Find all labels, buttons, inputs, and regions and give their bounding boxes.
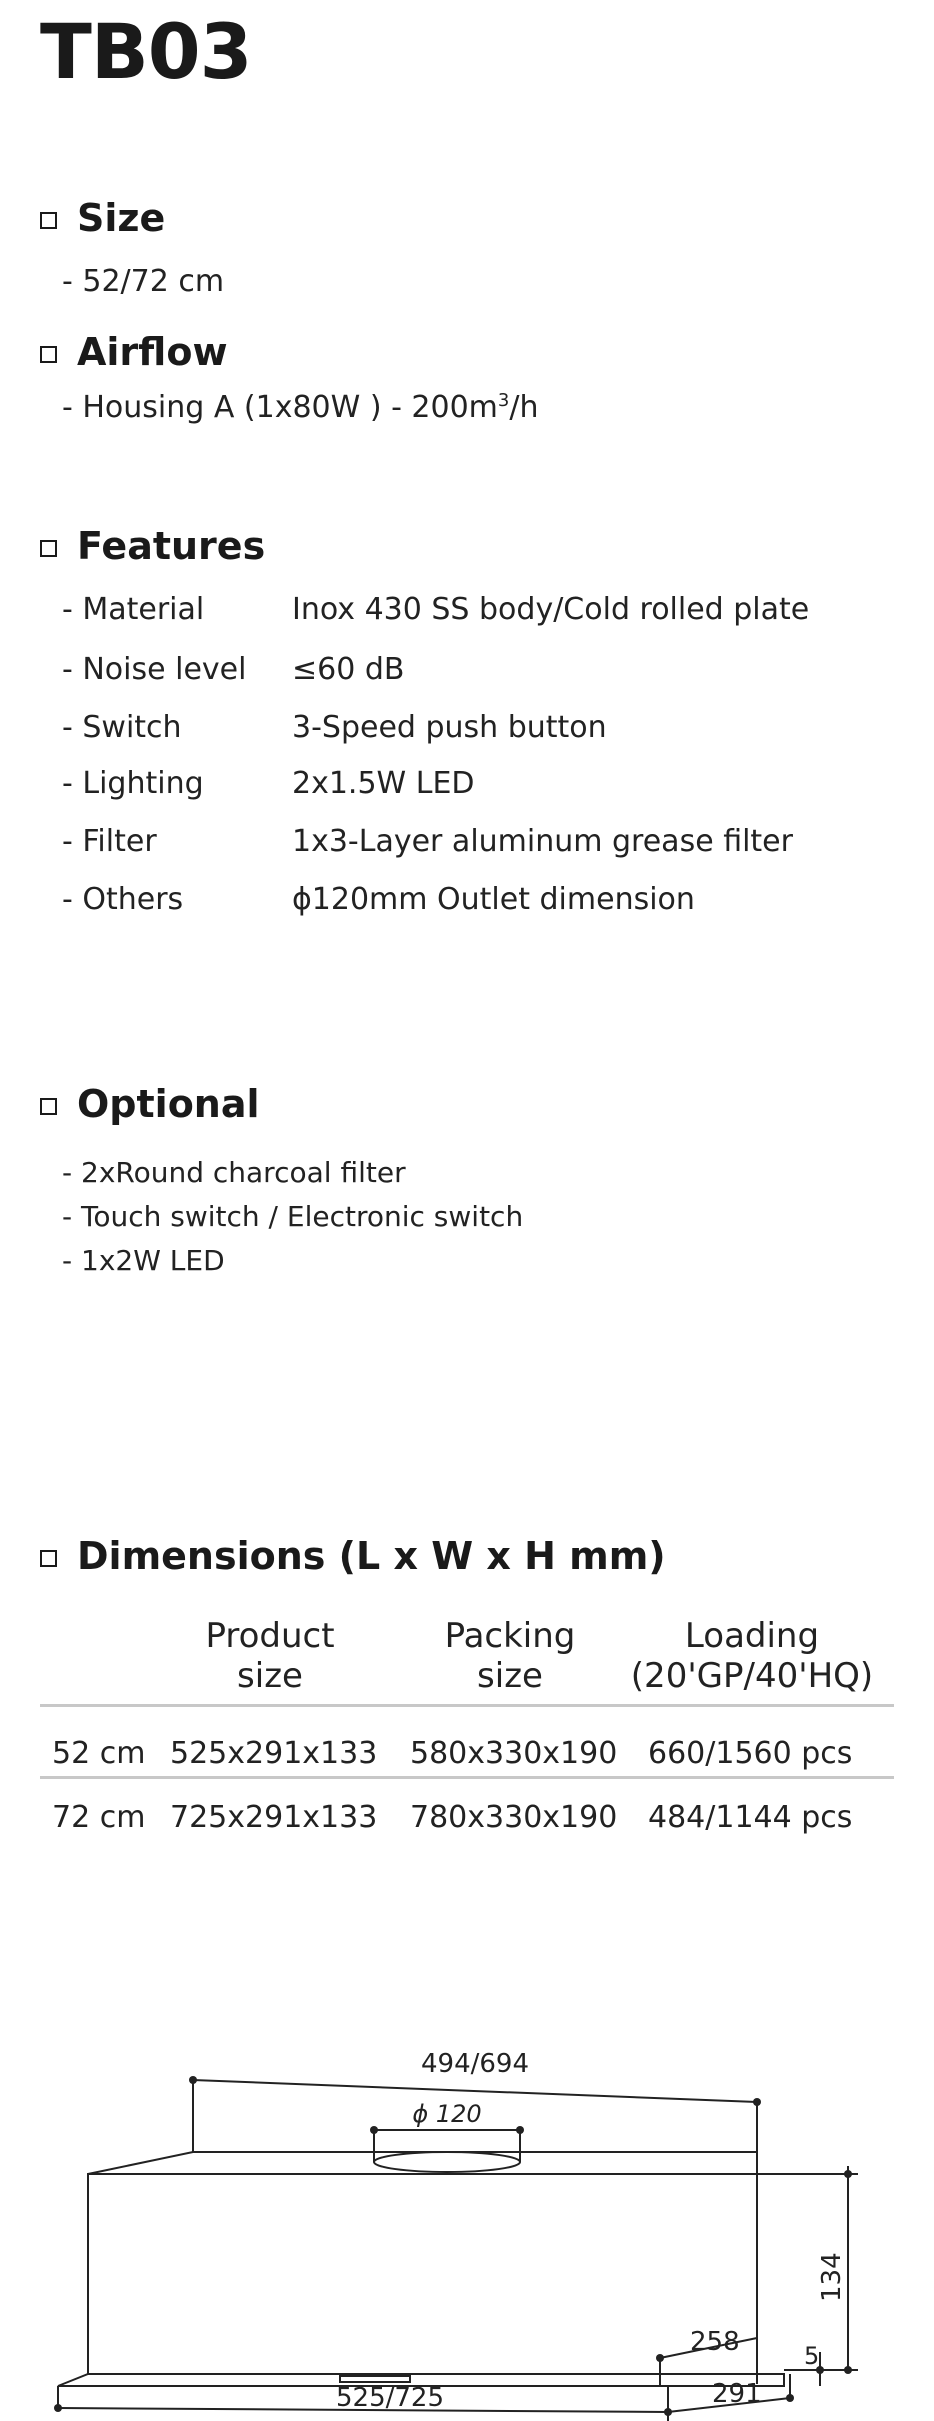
column-header-line: Loading	[684, 1616, 820, 1656]
dimension-dot	[844, 2170, 852, 2178]
table-cell-packing: 780x330x190	[410, 1800, 618, 1835]
dimension-dot	[786, 2394, 794, 2402]
table-cell-product: 725x291x133	[170, 1800, 378, 1835]
checkbox-icon	[40, 212, 57, 229]
section-heading: Airflow	[77, 330, 228, 374]
dimension-dot	[54, 2404, 62, 2412]
optional-item: - Touch switch / Electronic switch	[62, 1200, 524, 1233]
section-heading: Size	[77, 196, 166, 240]
optional-item: - 1x2W LED	[62, 1244, 225, 1277]
section-airflow	[40, 330, 228, 374]
feature-label: - Switch	[62, 710, 182, 745]
airflow-line	[62, 390, 539, 425]
column-header-loading	[612, 1616, 892, 1696]
section-optional	[40, 1082, 260, 1126]
checkbox-icon	[40, 540, 57, 557]
table-cell-product: 525x291x133	[170, 1736, 378, 1771]
section-dimensions	[40, 1534, 666, 1578]
airflow-text: - Housing A (1x80W ) - 200m	[62, 390, 498, 425]
dimension-dot	[656, 2354, 664, 2362]
airflow-unit: /h	[509, 390, 539, 425]
table-cell-loading: 660/1560 pcs	[648, 1736, 853, 1771]
top-width-label: 494/694	[420, 2049, 530, 2079]
feature-label: - Noise level	[62, 652, 247, 687]
dimension-dot	[753, 2098, 761, 2106]
housing-body	[88, 2174, 757, 2374]
column-header-product	[170, 1616, 370, 1696]
feature-label: - Others	[62, 882, 184, 917]
section-heading: Dimensions (L x W x H mm)	[77, 1534, 666, 1578]
feature-value: 2x1.5W LED	[292, 766, 475, 801]
bottom-width-label: 525/725	[335, 2383, 445, 2413]
section-size	[40, 196, 165, 240]
feature-label: - Filter	[62, 824, 157, 859]
dimension-dot	[664, 2408, 672, 2416]
table-cell-model: 52 cm	[52, 1736, 146, 1771]
column-header-line: Product	[205, 1616, 335, 1656]
outlet-label: ϕ 120	[412, 2100, 482, 2128]
technical-drawing	[0, 2040, 934, 2421]
column-header-line: size	[237, 1656, 303, 1696]
feature-value: ≤60 dB	[292, 652, 405, 687]
size-line: - 52/72 cm	[62, 264, 225, 299]
column-header-line: (20'GP/40'HQ)	[630, 1656, 874, 1696]
checkbox-icon	[40, 1098, 57, 1115]
optional-item: - 2xRound charcoal filter	[62, 1156, 406, 1189]
checkbox-icon	[40, 346, 57, 363]
dimension-dot	[844, 2366, 852, 2374]
column-header-line: Packing	[444, 1616, 576, 1656]
lip-label: 5	[804, 2342, 820, 2370]
section-features	[40, 524, 265, 568]
dimension-dot	[189, 2076, 197, 2084]
section-heading: Optional	[77, 1082, 260, 1126]
outlet-ellipse	[374, 2152, 520, 2172]
column-header-packing	[410, 1616, 610, 1696]
inner-depth-label: 258	[690, 2327, 740, 2357]
dimension-dot	[516, 2126, 524, 2134]
control-buttons	[340, 2376, 410, 2382]
feature-value: 1x3-Layer aluminum grease filter	[292, 824, 793, 859]
depth-label: 291	[712, 2379, 762, 2409]
section-heading: Features	[77, 524, 266, 568]
checkbox-icon	[40, 1550, 57, 1567]
feature-value: Inox 430 SS body/Cold rolled plate	[292, 592, 810, 627]
table-cell-packing: 580x330x190	[410, 1736, 618, 1771]
dimension-dot	[370, 2126, 378, 2134]
product-title: TB03	[40, 7, 252, 96]
table-divider	[40, 1704, 894, 1707]
airflow-superscript: 3	[497, 390, 510, 411]
table-cell-loading: 484/1144 pcs	[648, 1800, 853, 1835]
table-divider	[40, 1776, 894, 1779]
feature-value: 3-Speed push button	[292, 710, 607, 745]
table-cell-model: 72 cm	[52, 1800, 146, 1835]
column-header-line: size	[477, 1656, 543, 1696]
height-label: 134	[817, 2252, 847, 2302]
feature-label: - Material	[62, 592, 205, 627]
dimension-line	[193, 2080, 757, 2102]
feature-value: ϕ120mm Outlet dimension	[292, 882, 695, 917]
feature-label: - Lighting	[62, 766, 204, 801]
